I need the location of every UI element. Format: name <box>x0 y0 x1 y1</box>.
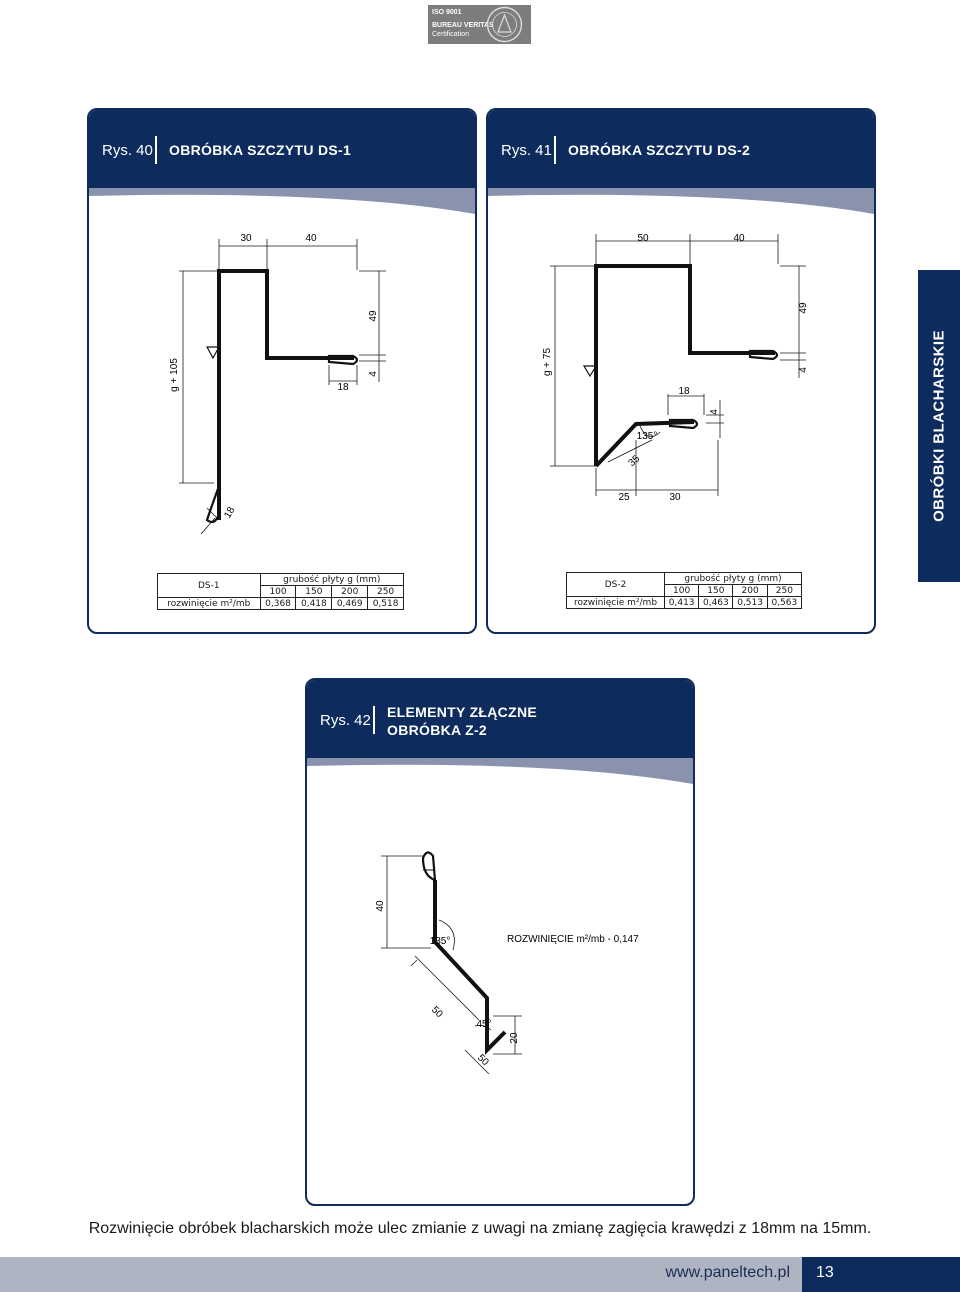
spec-table-ds1 <box>157 573 404 610</box>
footnote: Rozwinięcie obróbek blacharskich może ulec zmianie z uwagi na zmianę zagięcia krawędzi z 18mm na 15mm. <box>88 1220 872 1237</box>
dim-h4b: 4 <box>709 409 720 415</box>
value-cell: 0,469 <box>332 598 368 610</box>
dim-top-a: 30 <box>240 233 252 244</box>
table-profile-name: DS-2 <box>567 573 665 597</box>
thickness-cell: 100 <box>665 585 699 597</box>
dim-bottom50: 50 <box>474 1052 491 1069</box>
value-cell: 0,563 <box>767 597 801 609</box>
dim-h4a: 4 <box>798 367 809 373</box>
table-profile-name: DS-1 <box>158 574 261 598</box>
profile-drawing-ds2 <box>488 110 874 632</box>
dim-diag50: 50 <box>428 1004 445 1021</box>
thickness-cell: 150 <box>296 586 332 598</box>
thickness-cell: 200 <box>733 585 767 597</box>
value-cell: 0,513 <box>733 597 767 609</box>
value-cell: 0,463 <box>699 597 733 609</box>
dim-top-a: 50 <box>637 233 649 244</box>
page-number-box <box>802 1257 960 1292</box>
dim-bottom-a: 25 <box>618 492 630 503</box>
figure-title: OBRÓBKA SZCZYTU DS-1 <box>169 142 352 158</box>
development-value: ROZWINIĘCIE m²/mb - 0,147 <box>507 934 639 945</box>
side-tab-label: OBRÓBKI BLACHARSKIE <box>930 330 948 522</box>
profile-drawing-ds1 <box>89 110 475 632</box>
dim-h49: 49 <box>798 302 809 314</box>
table-row-label: rozwinięcie m²/mb <box>567 597 665 609</box>
value-cell: 0,368 <box>260 598 296 610</box>
dim-h40: 40 <box>375 900 386 912</box>
table-row-label: rozwinięcie m²/mb <box>158 598 261 610</box>
website-link[interactable]: www.paneltech.pl <box>665 1264 790 1281</box>
figure-title-2: OBRÓBKA Z-2 <box>387 722 488 738</box>
cert-line-2: BUREAU VERITAS <box>432 22 494 29</box>
thickness-cell: 250 <box>767 585 801 597</box>
figure-title: OBRÓBKA SZCZYTU DS-2 <box>568 142 751 158</box>
dim-bottom-b: 30 <box>669 492 681 503</box>
cert-line-3: Certification <box>432 31 469 38</box>
figure-card-z2 <box>305 678 695 1206</box>
table-header: grubość płyty g (mm) <box>665 573 802 585</box>
dim-height: g + 75 <box>542 347 553 377</box>
cert-line-1: ISO 9001 <box>432 9 462 16</box>
dim-h49: 49 <box>368 310 379 322</box>
bureau-veritas-seal-icon <box>486 6 523 43</box>
angle-45: 45° <box>476 1019 492 1030</box>
dim-h20: 20 <box>509 1032 520 1044</box>
thickness-cell: 150 <box>699 585 733 597</box>
figure-number: Rys. 40 <box>102 142 153 159</box>
dim-bottom-hem: 18 <box>222 505 238 521</box>
thickness-cell: 250 <box>368 586 404 598</box>
dim-hem: 18 <box>678 386 690 397</box>
thickness-cell: 100 <box>260 586 296 598</box>
value-cell: 0,418 <box>296 598 332 610</box>
dim-h4: 4 <box>368 371 379 377</box>
figure-number: Rys. 41 <box>501 142 552 159</box>
section-side-tab <box>918 270 960 582</box>
angle-135: 135° <box>429 936 451 947</box>
dim-height: g + 105 <box>169 358 180 392</box>
dim-top-b: 40 <box>305 233 317 244</box>
figure-card-ds2 <box>486 108 876 634</box>
dim-top-b: 40 <box>733 233 745 244</box>
value-cell: 0,413 <box>665 597 699 609</box>
profile-drawing-z2 <box>307 680 693 1204</box>
dim-diag: 35 <box>626 453 643 469</box>
figure-number: Rys. 42 <box>320 712 371 729</box>
figure-title-1: ELEMENTY ZŁĄCZNE <box>387 704 537 720</box>
page-footer <box>0 1257 960 1292</box>
value-cell: 0,518 <box>368 598 404 610</box>
thickness-cell: 200 <box>332 586 368 598</box>
figure-card-ds1 <box>87 108 477 634</box>
angle-135: 135° <box>636 431 658 442</box>
certification-logo <box>428 5 531 44</box>
dim-hem: 18 <box>337 382 349 393</box>
page-number: 13 <box>816 1264 834 1281</box>
spec-table-ds2 <box>566 572 802 609</box>
table-header: grubość płyty g (mm) <box>260 574 403 586</box>
